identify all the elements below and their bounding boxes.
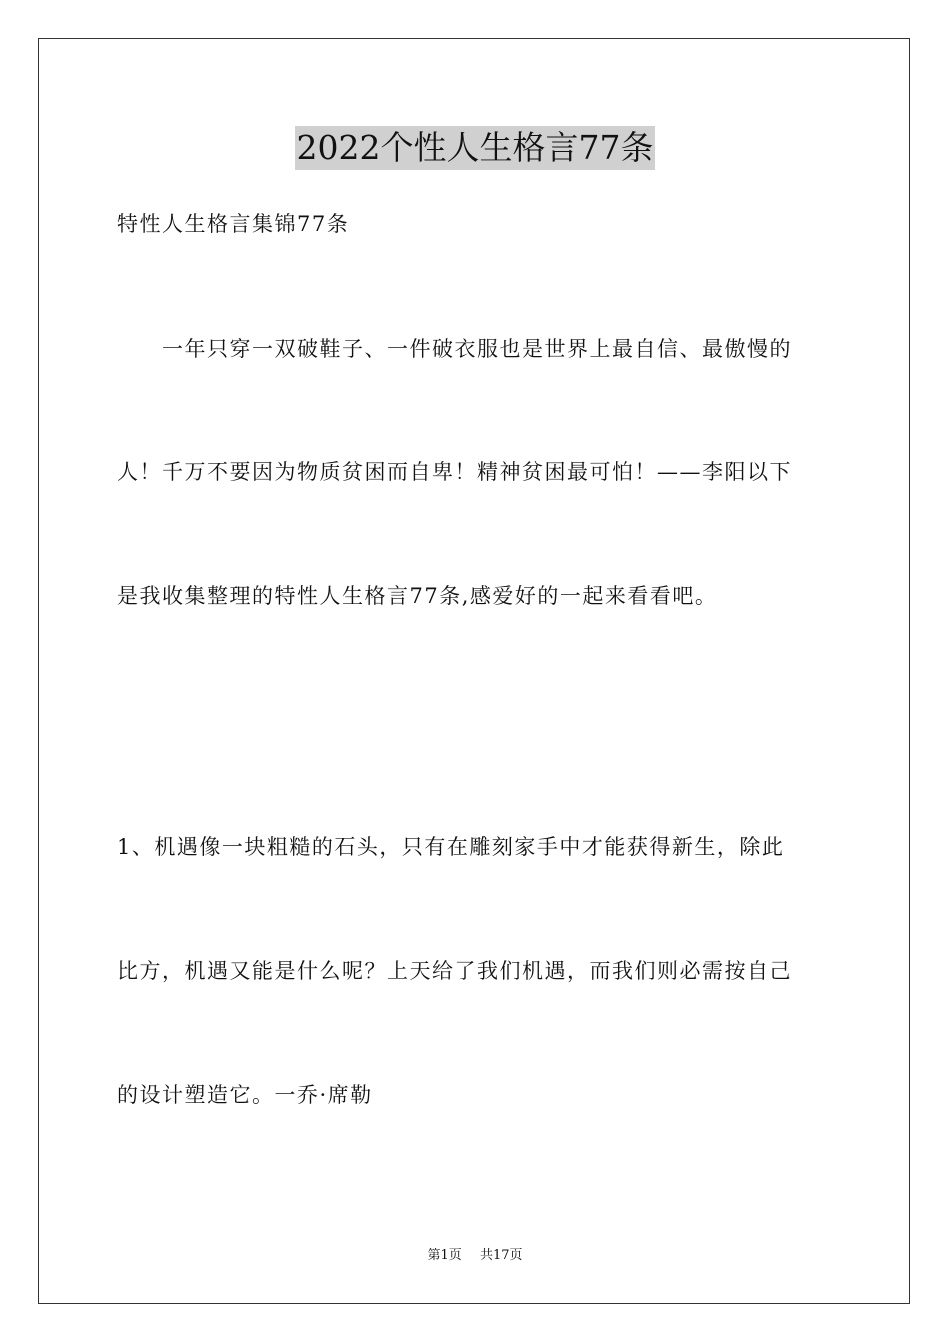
quote-1-line-3: 的设计塑造它。一乔·席勒 [117, 1083, 373, 1107]
subtitle: 特性人生格言集锦77条 [117, 212, 350, 236]
page-footer [0, 1247, 950, 1265]
quote-1-line-2: 比方，机遇又能是什么呢？上天给了我们机遇，而我们则必需按自己 [117, 959, 792, 983]
document-title: 2022个性人生格言77条 [295, 126, 656, 170]
quote-1-line-1: 1、机遇像一块粗糙的石头，只有在雕刻家手中才能获得新生，除此 [117, 835, 785, 859]
intro-line-3: 是我收集整理的特性人生格言77条,感爱好的一起来看看吧。 [117, 584, 718, 608]
intro-line-2: 人！千万不要因为物质贫困而自卑！精神贫困最可怕！——李阳以下 [117, 460, 792, 484]
title-container [0, 126, 950, 170]
page-total: 共17页 [479, 1248, 523, 1263]
intro-line-1: 一年只穿一双破鞋子、一件破衣服也是世界上最自信、最傲慢的 [162, 337, 792, 361]
page-number: 第1页 [427, 1248, 462, 1263]
